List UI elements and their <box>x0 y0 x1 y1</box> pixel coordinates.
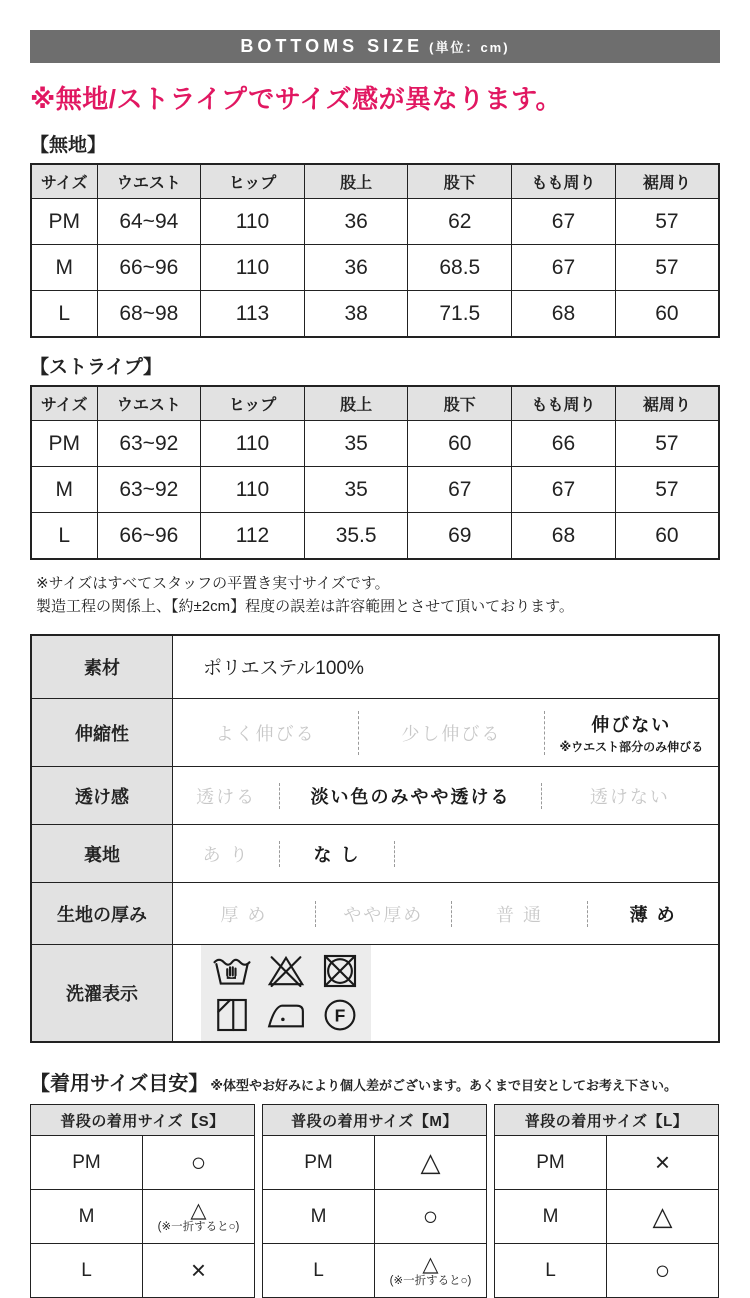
spec-option-label: 薄 め <box>629 904 677 925</box>
title-bar <box>30 30 720 63</box>
size-value-cell: 62 <box>408 199 512 245</box>
iron-low-icon <box>263 995 309 1035</box>
spec-option-selected <box>279 841 393 867</box>
fit-symbol-cell <box>143 1136 255 1190</box>
size-value-cell: 110 <box>201 467 305 513</box>
size-value-cell: 57 <box>615 199 719 245</box>
spec-value-cell <box>173 635 720 699</box>
size-value-cell: 113 <box>201 291 305 338</box>
spec-row-atsumi <box>31 883 719 945</box>
drip-dry-shade-icon <box>209 995 255 1035</box>
spec-row-sukekan <box>31 767 719 825</box>
spec-option <box>173 841 279 867</box>
size-table-row <box>31 245 719 291</box>
spec-option-note: ※ウエスト部分のみ伸びる <box>559 739 704 754</box>
spec-option-selected <box>587 901 718 927</box>
size-table-title: 【無地】 <box>30 135 107 156</box>
fit-table-header-row <box>31 1105 255 1136</box>
size-value-cell: 68 <box>512 513 616 560</box>
do-not-bleach-icon <box>263 951 309 991</box>
measurement-notes <box>36 572 720 619</box>
fit-size-label: M <box>495 1190 607 1244</box>
fit-symbol-cell <box>607 1244 719 1298</box>
spec-option <box>358 711 543 755</box>
size-tables-container <box>30 130 720 560</box>
fit-symbol-cell <box>143 1190 255 1244</box>
size-value-cell: 110 <box>201 199 305 245</box>
size-table-header-cell: 股下 <box>408 386 512 421</box>
care-icons-box <box>201 945 371 1041</box>
fit-symbol-cell <box>607 1190 719 1244</box>
spec-option-label: やや厚め <box>343 904 424 925</box>
spec-value-cell <box>173 825 720 883</box>
size-value-cell: 36 <box>304 245 408 291</box>
spec-option <box>541 783 718 809</box>
fit-table-header: 普段の着用サイズ【S】 <box>31 1105 255 1136</box>
size-value-cell: 66 <box>512 421 616 467</box>
fit-size-label: L <box>263 1244 375 1298</box>
fit-symbol: △ <box>652 1201 673 1232</box>
fit-table-row <box>31 1244 255 1298</box>
size-value-cell: 35.5 <box>304 513 408 560</box>
size-table-header-cell: 股下 <box>408 164 512 199</box>
size-table-header-cell: サイズ <box>31 164 97 199</box>
spec-value-text: ポリエステル100% <box>203 658 364 680</box>
spec-option-label: 伸びない <box>591 714 672 735</box>
size-value-cell: 57 <box>615 467 719 513</box>
size-value-cell: 110 <box>201 421 305 467</box>
spec-label: 生地の厚み <box>31 883 173 945</box>
fit-table-header-row <box>495 1105 719 1136</box>
size-value-cell: 57 <box>615 245 719 291</box>
fit-table-row <box>263 1136 487 1190</box>
spec-option <box>451 901 587 927</box>
size-value-cell: 60 <box>615 291 719 338</box>
spec-table <box>30 634 720 1044</box>
size-table-header-cell: ヒップ <box>201 164 305 199</box>
note-line: ※サイズはすべてスタッフの平置き実寸サイズです。 <box>36 575 390 592</box>
spec-option-label: な し <box>313 844 361 865</box>
hand-wash-icon <box>209 951 255 991</box>
fit-table-row <box>263 1244 487 1298</box>
fit-size-label: PM <box>263 1136 375 1190</box>
size-label-cell: L <box>31 513 97 560</box>
do-not-tumble-dry-icon <box>317 951 363 991</box>
size-value-cell: 60 <box>615 513 719 560</box>
spec-label: 伸縮性 <box>31 699 173 767</box>
size-value-cell: 68 <box>512 291 616 338</box>
size-value-cell: 67 <box>512 245 616 291</box>
size-table <box>30 385 720 560</box>
spec-option-row <box>173 901 718 927</box>
spec-row-shinshuku <box>31 699 719 767</box>
spec-option <box>394 841 718 867</box>
size-table-header-cell: 股上 <box>304 386 408 421</box>
fit-guide-title: 【着用サイズ目安】 <box>30 1073 209 1095</box>
fit-guide-note: ※体型やお好みにより個人差がございます。あくまで目安としてお考え下さい。 <box>210 1078 678 1093</box>
spec-option-label: よく伸びる <box>215 723 316 744</box>
fit-table-header: 普段の着用サイズ【L】 <box>495 1105 719 1136</box>
size-table-row <box>31 421 719 467</box>
fit-symbol-cell <box>143 1244 255 1298</box>
size-table-row <box>31 467 719 513</box>
size-table-row <box>31 513 719 560</box>
spec-row-sozai <box>31 635 719 699</box>
fit-symbol: △ <box>422 1253 439 1277</box>
size-value-cell: 112 <box>201 513 305 560</box>
size-value-cell: 63~92 <box>97 421 201 467</box>
fit-size-label: PM <box>31 1136 143 1190</box>
fit-symbol: △ <box>420 1147 441 1178</box>
spec-option-label: 厚 め <box>220 904 268 925</box>
fit-table-row <box>495 1136 719 1190</box>
size-value-cell: 60 <box>408 421 512 467</box>
size-value-cell: 67 <box>408 467 512 513</box>
size-value-cell: 69 <box>408 513 512 560</box>
spec-option-label: あ り <box>202 844 250 865</box>
fit-table-row <box>495 1244 719 1298</box>
fit-table-row <box>495 1190 719 1244</box>
size-table-header-cell: ヒップ <box>201 386 305 421</box>
size-value-cell: 68~98 <box>97 291 201 338</box>
fit-symbol-note: (※一折すると○) <box>157 1221 240 1234</box>
size-value-cell: 71.5 <box>408 291 512 338</box>
spec-label: 洗濯表示 <box>31 945 173 1043</box>
spec-row-uraji <box>31 825 719 883</box>
dry-clean-f-icon <box>317 995 363 1035</box>
fit-symbol: ○ <box>190 1147 207 1178</box>
size-label-cell: L <box>31 291 97 338</box>
size-table-header-row <box>31 386 719 421</box>
size-value-cell: 64~94 <box>97 199 201 245</box>
size-difference-notice: ※無地/ストライプでサイズ感が異なります。 <box>30 84 563 114</box>
unit-label: (単位：cm) <box>429 40 510 55</box>
size-table-header-cell: 裾周り <box>615 164 719 199</box>
fit-size-label: M <box>31 1190 143 1244</box>
fit-table <box>30 1104 255 1298</box>
fit-size-label: L <box>495 1244 607 1298</box>
svg-text:F: F <box>334 1005 346 1026</box>
spec-option-selected <box>544 711 718 755</box>
fit-table-row <box>263 1190 487 1244</box>
spec-option-label: 淡い色のみやや透ける <box>310 786 511 807</box>
fit-tables-container <box>30 1104 720 1298</box>
size-table-header-cell: 股上 <box>304 164 408 199</box>
spec-option-row <box>173 711 718 755</box>
fit-size-label: M <box>263 1190 375 1244</box>
size-table-title: 【ストライプ】 <box>30 357 163 378</box>
spec-option-row <box>173 841 718 867</box>
spec-option-label: 普 通 <box>496 904 544 925</box>
fit-symbol-cell <box>607 1136 719 1190</box>
fit-table <box>262 1104 487 1298</box>
size-value-cell: 66~96 <box>97 513 201 560</box>
size-label-cell: PM <box>31 421 97 467</box>
fit-symbol: △ <box>190 1199 207 1223</box>
size-table-header-row <box>31 164 719 199</box>
spec-option-label: 透けない <box>589 786 670 807</box>
size-table-section <box>30 352 720 560</box>
spec-value-cell <box>173 767 720 825</box>
size-value-cell: 35 <box>304 467 408 513</box>
size-table-header-cell: ウエスト <box>97 164 201 199</box>
spec-option-label: 少し伸びる <box>401 723 502 744</box>
size-table-section <box>30 130 720 338</box>
spec-option <box>173 711 358 755</box>
spec-label: 素材 <box>31 635 173 699</box>
fit-symbol-note: (※一折すると○) <box>389 1275 472 1288</box>
fit-symbol: × <box>654 1147 671 1178</box>
size-table <box>30 163 720 338</box>
spec-value-cell <box>173 945 720 1043</box>
spec-option-row <box>173 783 718 809</box>
size-value-cell: 57 <box>615 421 719 467</box>
size-table-header-cell: サイズ <box>31 386 97 421</box>
fit-symbol-cell <box>375 1190 487 1244</box>
fit-symbol: × <box>190 1255 207 1286</box>
spec-option-selected <box>279 783 541 809</box>
size-table-row <box>31 199 719 245</box>
note-line: 製造工程の関係上、【約±2cm】程度の誤差は許容範囲とさせて頂いております。 <box>36 598 574 616</box>
spec-value-cell <box>173 699 720 767</box>
size-table-row <box>31 291 719 338</box>
fit-table-header-row <box>263 1105 487 1136</box>
spec-option <box>173 783 279 809</box>
size-value-cell: 66~96 <box>97 245 201 291</box>
fit-table-row <box>31 1136 255 1190</box>
spec-value-cell <box>173 883 720 945</box>
fit-table <box>494 1104 719 1298</box>
fit-table-row <box>31 1190 255 1244</box>
size-value-cell: 38 <box>304 291 408 338</box>
fit-size-label: PM <box>495 1136 607 1190</box>
size-value-cell: 35 <box>304 421 408 467</box>
fit-symbol-cell <box>375 1136 487 1190</box>
size-table-header-cell: もも周り <box>512 386 616 421</box>
fit-symbol: ○ <box>422 1201 439 1232</box>
size-label-cell: M <box>31 245 97 291</box>
fit-guide-header <box>30 1067 720 1096</box>
size-table-header-cell: もも周り <box>512 164 616 199</box>
page-title: BOTTOMS SIZE <box>240 36 424 56</box>
size-label-cell: M <box>31 467 97 513</box>
size-value-cell: 68.5 <box>408 245 512 291</box>
size-label-cell: PM <box>31 199 97 245</box>
spec-label: 裏地 <box>31 825 173 883</box>
spec-label: 透け感 <box>31 767 173 825</box>
fit-table-header: 普段の着用サイズ【M】 <box>263 1105 487 1136</box>
fit-symbol: ○ <box>654 1255 671 1286</box>
size-value-cell: 110 <box>201 245 305 291</box>
spec-option <box>173 901 315 927</box>
spec-option <box>315 901 451 927</box>
size-value-cell: 63~92 <box>97 467 201 513</box>
size-table-header-cell: 裾周り <box>615 386 719 421</box>
size-value-cell: 36 <box>304 199 408 245</box>
spec-option-label: 透ける <box>196 786 257 807</box>
size-table-header-cell: ウエスト <box>97 386 201 421</box>
fit-size-label: L <box>31 1244 143 1298</box>
size-value-cell: 67 <box>512 199 616 245</box>
size-value-cell: 67 <box>512 467 616 513</box>
spec-row-sentaku <box>31 945 719 1043</box>
fit-symbol-cell <box>375 1244 487 1298</box>
